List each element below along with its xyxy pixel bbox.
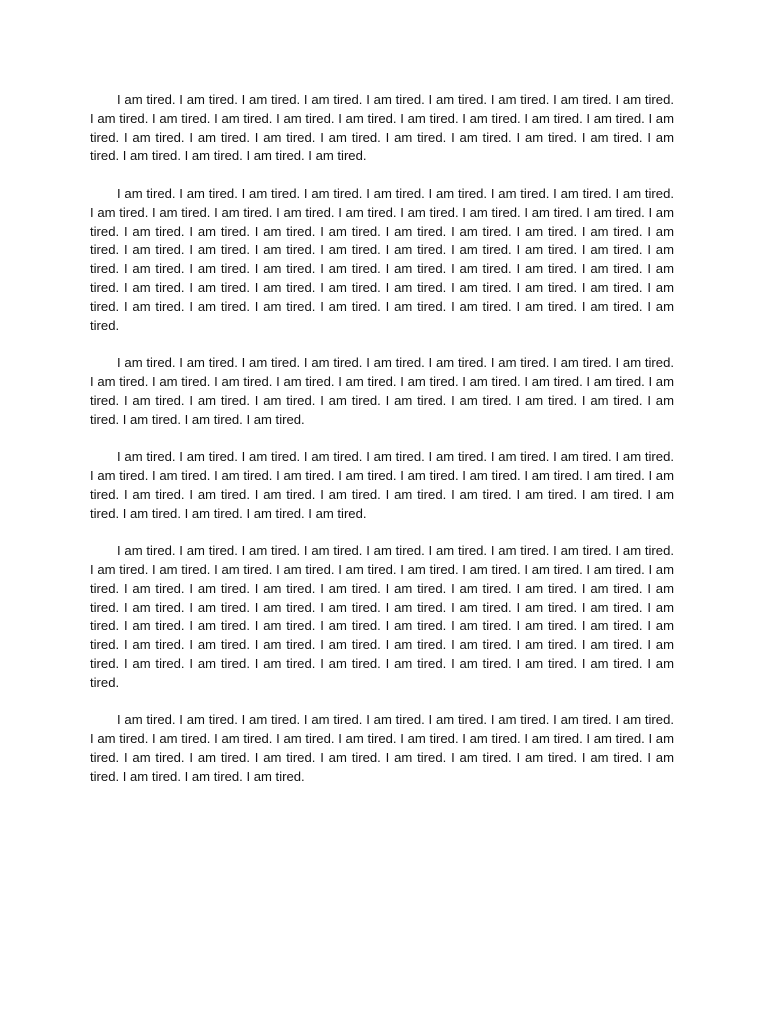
document-body (90, 91, 674, 786)
paragraph-5: I am tired. I am tired. I am tired. I am tired. I am tired. I am tired. I am tired. I am tired. I am tired. I am tired. I am tired. I am tired. I am tired. I am tired. I am tired. I am tired. I am tired. I am tired. I am tired. I am tired. I am tired. I am tired. I am tired. I am tired. I am tired. I am tired. I am tired. I am tired. I am tired. I am tired. I am tired. I am tired. I am tired. I am tired. I am tired. I am tired. I am tired. I am tired. I am tired. I am tired. I am tired. I am tired. I am tired. I am tired. I am tired. I am tired. I am tired. I am tired. I am tired. I am tired. I am tired. I am tired. I am tired. I am tired. I am tired. I am tired. I am tired. I am tired. I am tired. I am tired. I am tired. I am tired. I am tired. I am tired. (90, 543, 674, 690)
paragraph-3: I am tired. I am tired. I am tired. I am tired. I am tired. I am tired. I am tired. I am tired. I am tired. I am tired. I am tired. I am tired. I am tired. I am tired. I am tired. I am tired. I am tired. I am tired. I am tired. I am tired. I am tired. I am tired. I am tired. I am tired. I am tired. I am tired. I am tired. I am tired. I am tired. I am tired. I am tired. (90, 355, 674, 427)
paragraph-2: I am tired. I am tired. I am tired. I am tired. I am tired. I am tired. I am tired. I am tired. I am tired. I am tired. I am tired. I am tired. I am tired. I am tired. I am tired. I am tired. I am tired. I am tired. I am tired. I am tired. I am tired. I am tired. I am tired. I am tired. I am tired. I am tired. I am tired. I am tired. I am tired. I am tired. I am tired. I am tired. I am tired. I am tired. I am tired. I am tired. I am tired. I am tired. I am tired. I am tired. I am tired. I am tired. I am tired. I am tired. I am tired. I am tired. I am tired. I am tired. I am tired. I am tired. I am tired. I am tired. I am tired. I am tired. I am tired. I am tired. I am tired. I am tired. I am tired. I am tired. I am tired. I am tired. I am tired. I am tired. (90, 185, 674, 333)
paragraph-1: I am tired. I am tired. I am tired. I am tired. I am tired. I am tired. I am tired. I am tired. I am tired. I am tired. I am tired. I am tired. I am tired. I am tired. I am tired. I am tired. I am tired. I am tired. I am tired. I am tired. I am tired. I am tired. I am tired. I am tired. I am tired. I am tired. I am tired. I am tired. I am tired. I am tired. I am tired. I am tired. (90, 92, 674, 164)
paragraph-6: I am tired. I am tired. I am tired. I am tired. I am tired. I am tired. I am tired. I am tired. I am tired. I am tired. I am tired. I am tired. I am tired. I am tired. I am tired. I am tired. I am tired. I am tired. I am tired. I am tired. I am tired. I am tired. I am tired. I am tired. I am tired. I am tired. I am tired. I am tired. I am tired. I am tired. I am tired. (90, 712, 674, 784)
paragraph-4: I am tired. I am tired. I am tired. I am tired. I am tired. I am tired. I am tired. I am tired. I am tired. I am tired. I am tired. I am tired. I am tired. I am tired. I am tired. I am tired. I am tired. I am tired. I am tired. I am tired. I am tired. I am tired. I am tired. I am tired. I am tired. I am tired. I am tired. I am tired. I am tired. I am tired. I am tired. I am tired. (90, 449, 674, 521)
